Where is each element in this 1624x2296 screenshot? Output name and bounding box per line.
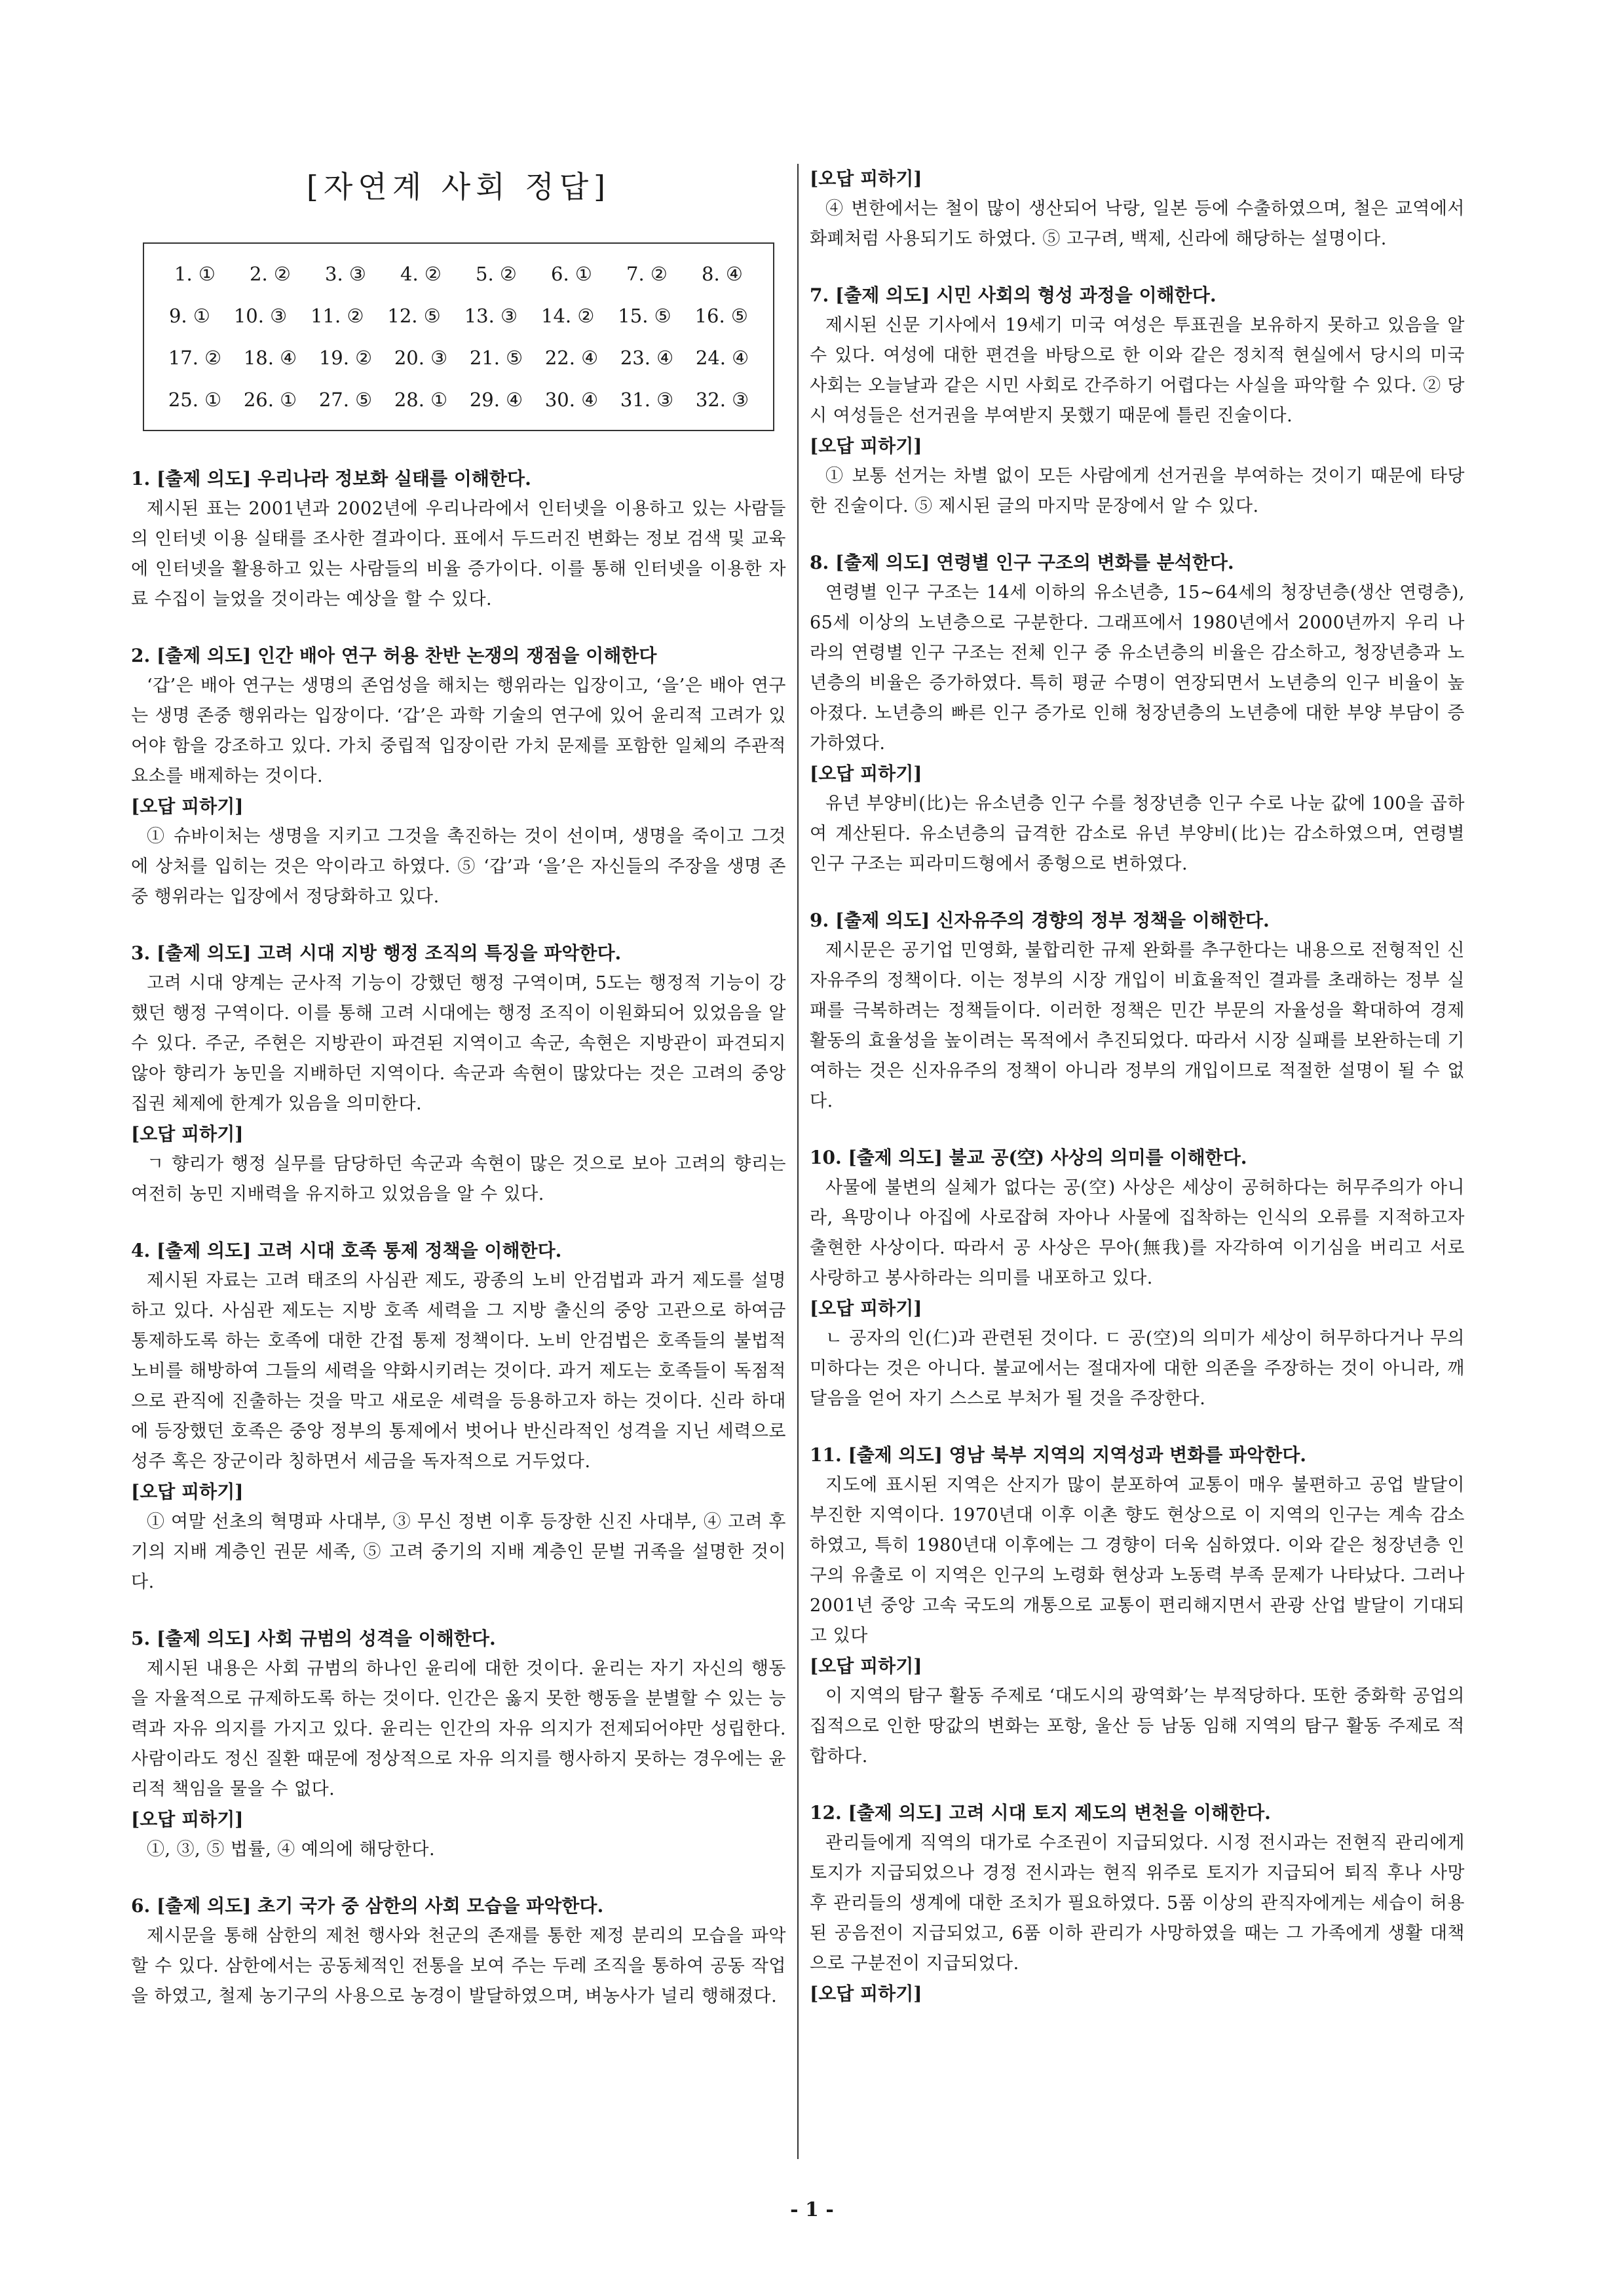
explanation-text: 연령별 인구 구조는 14세 이하의 유소년층, 15~64세의 청장년층(생산 연령층), 65세 이상의 노년층으로 구분한다. 그래프에서 1980년에서 2000년까지 우리 나라의 연령별 인구 구조는 전체 인구 중 유소년층의 비율은 감소하고, 청장년층과 노년층의 비율은 증가하였다. 특히 평균 수명이 연장되면서 노년층의 인구 비율이 높아졌다. 노년층의 빠른 인구 증가로 인해 청장년층의 노년층에 대한 부양 부담이 증가하였다. [810,583,1465,754]
explanation-6 [131,1891,786,2012]
explanation-text: 고려 시대 양계는 군사적 기능이 강했던 행정 구역이며, 5도는 행정적 기능이 강했던 행정 구역이다. 이를 통해 고려 시대에는 행정 조직이 이원화되어 있었음을 알 수 있다. 주군, 주현은 지방관이 파견된 지역이고 속군, 속현은 지방관이 파견되지 않아 향리가 농민을 지배하던 지역이다. 속군과 속현이 많았다는 것은 고려의 중앙 집권 체제에 한계가 있음을 의미한다. [131,973,786,1114]
avoid-wrong-label: [오답 피하기] [131,1808,244,1830]
question-heading: 10. [출제 의도] 불교 공(空) 사상의 의미를 이해한다. [810,1147,1247,1168]
answer-row [144,295,773,337]
explanation-8 [810,548,1465,879]
avoid-wrong-label: [오답 피하기] [131,1481,244,1502]
answer-cell: 12. ⑤ [387,305,441,327]
explanation-5 [131,1624,786,1865]
right-column [810,164,1465,2009]
answer-cell: 21. ⑤ [469,347,523,369]
answer-cell: 14. ② [541,305,595,327]
avoid-wrong-text: ① 보통 선거는 차별 없이 모든 사람에게 선거권을 부여하는 것이기 때문에 타당한 진술이다. ⑤ 제시된 글의 마지막 문장에서 알 수 있다. [810,466,1465,516]
answer-cell: 11. ② [311,305,364,327]
avoid-wrong-text: 이 지역의 탐구 활동 주제로 ‘대도시의 광역화’는 부적당하다. 또한 중화학 공업의 집적으로 인한 땅값의 변화는 포항, 울산 등 남동 임해 지역의 탐구 활동 주제로 적합하다. [810,1686,1465,1767]
answer-cell: 8. ④ [702,263,743,285]
explanation-12 [810,1798,1465,2009]
answer-cell: 4. ② [400,263,442,285]
question-heading: 12. [출제 의도] 고려 시대 토지 제도의 변천을 이해한다. [810,1802,1271,1824]
question-heading: 3. [출제 의도] 고려 시대 지방 행정 조직의 특징을 파악한다. [131,942,622,964]
answer-cell: 2. ② [250,263,291,285]
left-column [131,164,786,2012]
avoid-wrong-text: ① 여말 선초의 혁명파 사대부, ③ 무신 정변 이후 등장한 신진 사대부, ④ 고려 후기의 지배 계층인 권문 세족, ⑤ 고려 중기의 지배 계층인 문벌 귀족을 설명한 것이다. [131,1512,786,1592]
avoid-wrong-label: [오답 피하기] [810,1983,922,2004]
avoid-wrong-label: [오답 피하기] [131,795,244,817]
avoid-wrong-text: ㄱ 향리가 행정 실무를 담당하던 속군과 속현이 많은 것으로 보아 고려의 향리는 여전히 농민 지배력을 유지하고 있었음을 알 수 있다. [131,1154,786,1204]
answer-cell: 13. ③ [464,305,518,327]
question-heading: 9. [출제 의도] 신자유주의 경향의 정부 정책을 이해한다. [810,909,1270,931]
answer-key-table [143,242,774,431]
answer-cell: 31. ③ [620,389,674,411]
explanation-text: 지도에 표시된 지역은 산지가 많이 분포하여 교통이 매우 불편하고 공업 발달이 부진한 지역이다. 1970년대 이후 이촌 향도 현상으로 이 지역의 인구는 계속 감소하였고, 특히 1980년대 이후에는 그 경향이 더욱 심하였다. 이와 같은 청장년층 인구의 유출로 이 지역은 인구의 노령화 현상과 노동력 부족 문제가 나타났다. 그러나 2001년 중앙 고속 국도의 개통으로 교통이 편리해지면서 관광 산업 발달이 기대되고 있다 [810,1475,1465,1646]
answer-cell: 19. ② [318,347,373,369]
explanation-3 [131,938,786,1210]
answer-row [144,253,773,295]
question-heading: 4. [출제 의도] 고려 시대 호족 통제 정책을 이해한다. [131,1240,562,1261]
explanation-text: 제시문을 통해 삼한의 제천 행사와 천군의 존재를 통한 제정 분리의 모습을 파악할 수 있다. 삼한에서는 공동체적인 전통을 보여 주는 두레 조직을 통하여 공동 작업을 하였고, 철제 농기구의 사용으로 농경이 발달하였으며, 벼농사가 널리 행해졌다. [131,1926,786,2006]
question-heading: 2. [출제 의도] 인간 배아 연구 허용 찬반 논쟁의 쟁점을 이해한다 [131,645,657,666]
answer-cell: 16. ⑤ [694,305,748,327]
question-heading: 7. [출제 의도] 시민 사회의 형성 과정을 이해한다. [810,284,1217,306]
answer-cell: 6. ① [551,263,592,285]
explanation-11 [810,1440,1465,1772]
question-heading: 11. [출제 의도] 영남 북부 지역의 지역성과 변화를 파악한다. [810,1444,1306,1466]
explanation-text: 관리들에게 직역의 대가로 수조권이 지급되었다. 시정 전시과는 전현직 관리에게 토지가 지급되었으나 경정 전시과는 현직 위주로 토지가 지급되어 퇴직 후나 사망 후 관리들의 생계에 대한 조치가 필요하였다. 5품 이상의 관직자에게는 세습이 허용된 공음전이 지급되었고, 6품 이하 관리가 사망하였을 때는 그 가족에게 생활 대책으로 구분전이 지급되었다. [810,1833,1465,1974]
avoid-wrong-label: [오답 피하기] [810,1655,922,1677]
explanation-1 [131,464,786,615]
explanation-text: 제시문은 공기업 민영화, 불합리한 규제 완화를 추구한다는 내용으로 전형적인 신자유주의 정책이다. 이는 정부의 시장 개입이 비효율적인 결과를 초래하는 정부 실패를 극복하려는 정책들이다. 이러한 정책은 민간 부문의 자율성을 확대하여 경제 활동의 효율성을 높이려는 목적에서 추진되었다. 따라서 시장 실패를 보완하는데 기여하는 것은 신자유주의 정책이 아니라 정부의 개입이므로 적절한 설명이 될 수 없다. [810,940,1465,1111]
explanation-2 [131,641,786,912]
explanation-text: 제시된 표는 2001년과 2002년에 우리나라에서 인터넷을 이용하고 있는 사람들의 인터넷 이용 실태를 조사한 결과이다. 표에서 두드러진 변화는 정보 검색 및 교육에 인터넷을 활용하고 있는 사람들의 비율 증가이다. 이를 통해 인터넷을 이용한 자료 수집이 늘었을 것이라는 예상을 할 수 있다. [131,499,786,609]
avoid-wrong-label: [오답 피하기] [810,168,922,189]
question-heading: 1. [출제 의도] 우리나라 정보화 실태를 이해한다. [131,468,531,489]
answer-row [144,379,773,421]
explanation-text: 제시된 신문 기사에서 19세기 미국 여성은 투표권을 보유하지 못하고 있음을 알 수 있다. 여성에 대한 편견을 바탕으로 한 이와 같은 정치적 현실에서 당시의 미국 사회는 오늘날과 같은 시민 사회로 간주하기 어렵다는 사실을 파악할 수 있다. ② 당시 여성들은 선거권을 부여받지 못했기 때문에 틀린 진술이다. [810,315,1465,426]
avoid-wrong-text: ㄴ 공자의 인(仁)과 관련된 것이다. ㄷ 공(空)의 의미가 세상이 허무하다거나 무의미하다는 것은 아니다. 불교에서는 절대자에 대한 의존을 주장하는 것이 아니라, 깨달음을 얻어 자기 스스로 부처가 될 것을 주장한다. [810,1328,1465,1409]
explanation-10 [810,1143,1465,1414]
question-heading: 6. [출제 의도] 초기 국가 중 삼한의 사회 모습을 파악한다. [131,1895,604,1917]
avoid-wrong-label: [오답 피하기] [810,435,922,457]
answer-cell: 28. ① [394,389,448,411]
explanation-text: 사물에 불변의 실체가 없다는 공(空) 사상은 세상이 공허하다는 허무주의가 아니라, 욕망이나 아집에 사로잡혀 자아나 사물에 집착하는 인식의 오류를 지적하고자 출현한 사상이다. 따라서 공 사상은 무아(無我)를 자각하여 이기심을 버리고 서로 사랑하고 봉사하라는 의미를 내포하고 있다. [810,1177,1465,1288]
page-title: [자연계 사회 정답] [306,169,611,204]
answer-cell: 29. ④ [469,389,523,411]
question-heading: 5. [출제 의도] 사회 규범의 성격을 이해한다. [131,1628,496,1649]
answer-cell: 17. ② [168,347,222,369]
answer-row [144,337,773,379]
explanation-text: 제시된 내용은 사회 규범의 하나인 윤리에 대한 것이다. 윤리는 자기 자신의 행동을 자율적으로 규제하도록 하는 것이다. 인간은 옳지 못한 행동을 분별할 수 있는 능력과 자유 의지를 가지고 있다. 윤리는 인간의 자유 의지가 전제되어야만 성립한다. 사람이라도 정신 질환 때문에 정상적으로 자유 의지를 행사하지 못하는 경우에는 윤리적 책임을 물을 수 없다. [131,1658,786,1799]
answer-cell: 7. ② [626,263,668,285]
avoid-wrong-text: ①, ③, ⑤ 법률, ④ 예의에 해당한다. [147,1839,436,1860]
answer-cell: 30. ④ [544,389,599,411]
avoid-wrong-text: ① 슈바이처는 생명을 지키고 그것을 촉진하는 것이 선이며, 생명을 죽이고 그것에 상처를 입히는 것은 악이라고 하였다. ⑤ ‘갑’과 ‘을’은 자신들의 주장을 생명 존중 행위라는 입장에서 정당화하고 있다. [131,826,786,907]
answer-cell: 23. ④ [620,347,674,369]
explanation-7 [810,280,1465,522]
answer-cell: 5. ② [476,263,517,285]
answer-cell: 1. ① [174,263,216,285]
answer-cell: 27. ⑤ [318,389,373,411]
answer-cell: 15. ⑤ [618,305,671,327]
answer-cell: 10. ③ [233,305,288,327]
answer-cell: 22. ④ [544,347,599,369]
answer-cell: 9. ① [168,305,210,327]
answer-cell: 32. ③ [695,389,749,411]
avoid-wrong-label: [오답 피하기] [131,1123,244,1145]
avoid-wrong-text: 유년 부양비(比)는 유소년층 인구 수를 청장년층 인구 수로 나눈 값에 100을 곱하여 계산된다. 유소년층의 급격한 감소로 유년 부양비(比)는 감소하였으며, 연령별 인구 구조는 피라미드형에서 종형으로 변하였다. [810,794,1465,874]
explanation-4 [131,1236,786,1598]
answer-cell: 18. ④ [243,347,297,369]
explanation-9 [810,906,1465,1117]
answer-cell: 3. ③ [325,263,366,285]
question-heading: 8. [출제 의도] 연령별 인구 구조의 변화를 분석한다. [810,552,1234,573]
answer-cell: 20. ③ [394,347,448,369]
answer-cell: 24. ④ [695,347,749,369]
avoid-wrong-text: ④ 변한에서는 철이 많이 생산되어 낙랑, 일본 등에 수출하였으며, 철은 교역에서 화폐처럼 사용되기도 하였다. ⑤ 고구려, 백제, 신라에 해당하는 설명이다. [810,199,1465,249]
explanation-text: 제시된 자료는 고려 태조의 사심관 제도, 광종의 노비 안검법과 과거 제도를 설명하고 있다. 사심관 제도는 지방 호족 세력을 그 지방 출신의 중앙 고관으로 하여금 통제하도록 하는 호족에 대한 간접 통제 정책이다. 노비 안검법은 호족들의 불법적 노비를 해방하여 그들의 세력을 약화시키려는 것이다. 과거 제도는 호족들이 독점적으로 관직에 진출하는 것을 막고 새로운 세력을 등용하고자 하는 것이다. 신라 하대에 등장했던 호족은 중앙 정부의 통제에서 벗어나 반신라적인 성격을 지닌 세력으로 성주 혹은 장군이라 칭하면서 세금을 독자적으로 거두었다. [131,1271,786,1472]
answer-cell: 25. ① [168,389,222,411]
page-number: - 1 - [790,2198,834,2221]
column-divider [797,164,799,2159]
avoid-wrong-label: [오답 피하기] [810,1297,922,1319]
explanation-text: ‘갑’은 배아 연구는 생명의 존엄성을 해치는 행위라는 입장이고, ‘을’은 배아 연구는 생명 존중 행위라는 입장이다. ‘갑’은 과학 기술의 연구에 있어 윤리적 고려가 있어야 함을 강조하고 있다. 가치 중립적 입장이란 가치 문제를 포함한 일체의 주관적 요소를 배제하는 것이다. [131,676,786,786]
answer-cell: 26. ① [243,389,297,411]
avoid-wrong-label: [오답 피하기] [810,763,922,784]
